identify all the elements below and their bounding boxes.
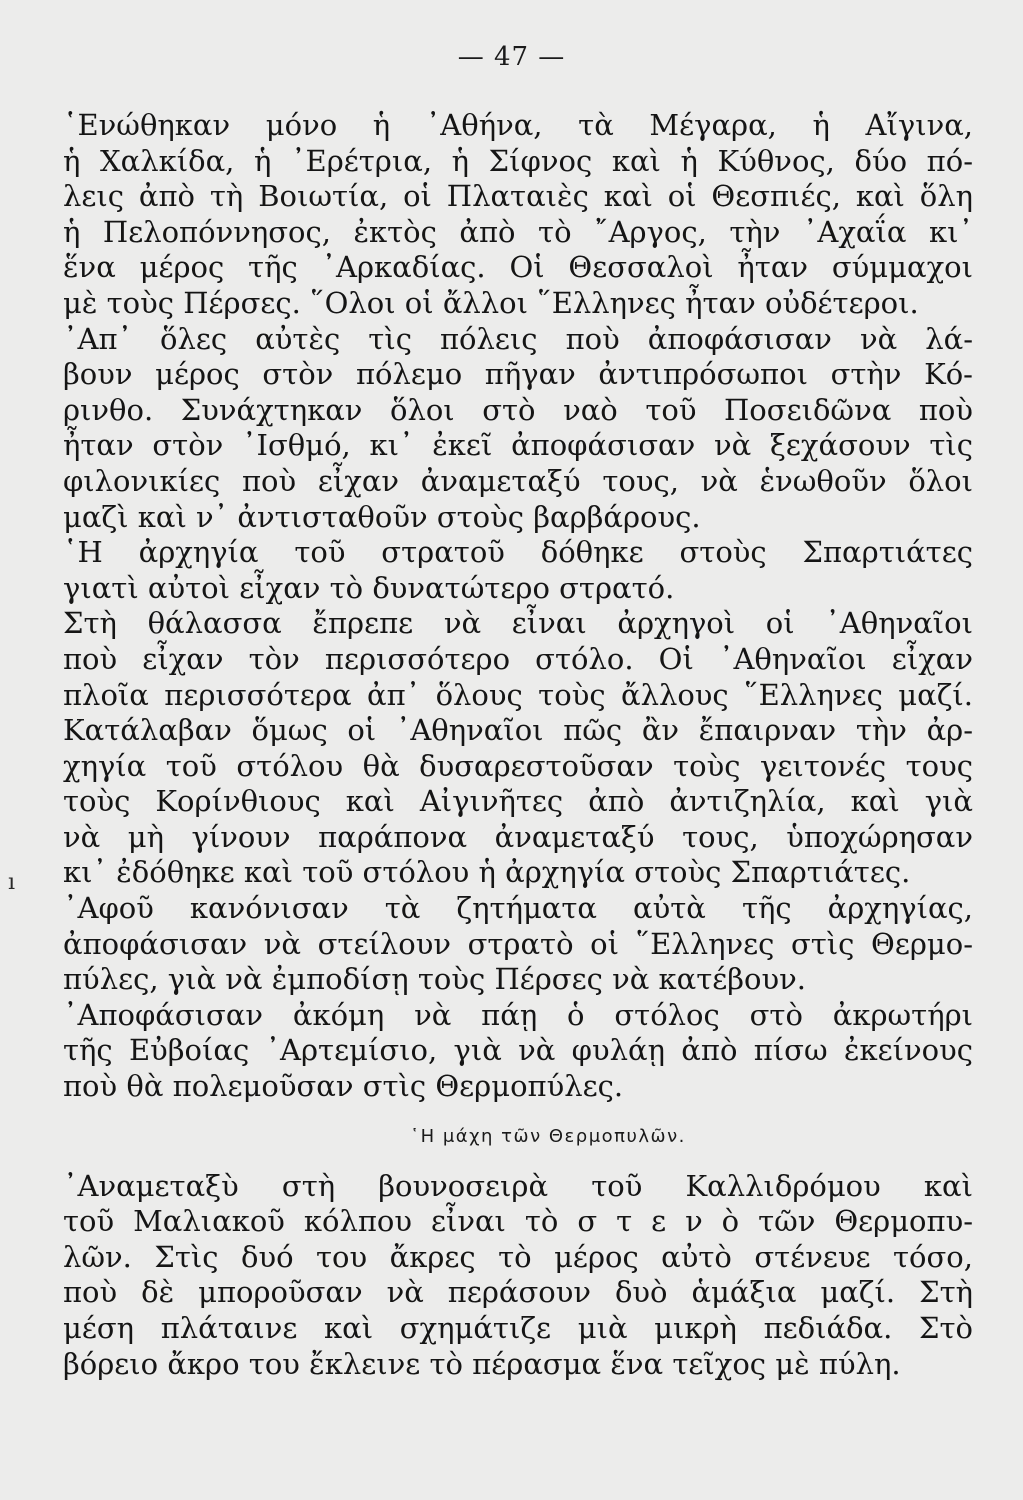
text-line: ᾿Αναμεταξὺ στὴ βουνοσειρὰ τοῦ Καλλιδρόμου καὶ: [63, 1168, 973, 1203]
text-line: ποὺ εἶχαν τὸν περισσότερο στόλο. Οἱ ᾿Αθηναῖοι εἶχαν: [63, 641, 973, 676]
text-line: λεις ἀπὸ τὴ Βοιωτία, οἱ Πλαταιὲς καὶ οἱ Θεσπιές, καὶ ὅλη: [63, 179, 973, 214]
text-line: ῾Η ἀρχηγία τοῦ στρατοῦ δόθηκε στοὺς Σπαρτιάτες: [63, 535, 973, 570]
margin-mark: ı: [8, 870, 16, 895]
text-line: μέση πλάταινε καὶ σχημάτιζε μιὰ μικρὴ πεδιάδα. Στὸ: [63, 1311, 973, 1345]
text-line: ἦταν στὸν ᾿Ισθμό, κι᾿ ἐκεῖ ἀποφάσισαν νὰ ξεχάσουν τὶς: [63, 428, 973, 463]
text-line: ποὺ δὲ μποροῦσαν νὰ περάσουν δυὸ ἁμάξια μαζί. Στὴ: [63, 1275, 973, 1310]
paragraph: [63, 606, 973, 891]
text-line: ἀποφάσισαν νὰ στείλουν στρατὸ οἱ ῞Ελληνες στὶς Θερμο-: [63, 926, 973, 961]
text-line: τῆς Εὐβοίας ᾿Αρτεμίσιο, γιὰ νὰ φυλάῃ ἀπὸ πίσω ἐκείνους: [63, 1033, 973, 1068]
text-line: κι᾿ ἐδόθηκε καὶ τοῦ στόλου ἡ ἀρχηγία στοὺς Σπαρτιάτες.: [63, 855, 911, 890]
text-line: ποὺ θὰ πολεμοῦσαν στὶς Θερμοπύλες.: [63, 1069, 624, 1104]
text-line: ἡ Χαλκίδα, ἡ ᾿Ερέτρια, ἡ Σίφνος καὶ ἡ Κύθνος, δύο πό-: [63, 143, 973, 178]
body-text: [63, 108, 973, 1382]
text-line: γιατὶ αὐτοὶ εἶχαν τὸ δυνατώτερο στρατό.: [63, 570, 675, 605]
text-line: ᾿Αποφάσισαν ἀκόμη νὰ πάῃ ὁ στόλος στὸ ἀκρωτήρι: [63, 997, 973, 1032]
text-line: ἡ Πελοπόννησος, ἐκτὸς ἀπὸ τὸ ῎Αργος, τὴν ᾿Αχαΐα κι᾿: [63, 214, 973, 249]
text-line: φιλονικίες ποὺ εἶχαν ἀναμεταξύ τους, νὰ ἑνωθοῦν ὅλοι: [63, 463, 973, 498]
text-line: ᾿Αφοῦ κανόνισαν τὰ ζητήματα αὐτὰ τῆς ἀρχηγίας,: [63, 891, 973, 926]
paragraph: [63, 1169, 973, 1383]
text-line: βουν μέρος στὸν πόλεμο πῆγαν ἀντιπρόσωποι στὴν Κό-: [63, 357, 973, 392]
text-line: ᾿Απ᾿ ὅλες αὐτὲς τὶς πόλεις ποὺ ἀποφάσισαν νὰ λά-: [63, 321, 973, 356]
text-line: τοὺς Κορίνθιους καὶ Αἰγινῆτες ἀπὸ ἀντιζηλία, καὶ γιὰ: [63, 784, 973, 819]
text-line: Στὴ θάλασσα ἔπρεπε νὰ εἶναι ἀρχηγοὶ οἱ ᾿Αθηναῖοι: [63, 606, 973, 641]
text-line: πλοῖα περισσότερα ἀπ᾿ ὅλους τοὺς ἄλλους ῞Ελληνες μαζί.: [63, 677, 973, 712]
text-line: μὲ τοὺς Πέρσες. ῞Ολοι οἱ ἄλλοι ῞Ελληνες ἦταν οὐδέτεροι.: [63, 285, 919, 320]
text-line: λῶν. Στὶς δυό του ἄκρες τὸ μέρος αὐτὸ στένευε τόσο,: [63, 1239, 973, 1274]
section-heading: ῾Η μάχη τῶν Θερμοπυλῶν.: [410, 1125, 686, 1147]
text-line: μαζὶ καὶ ν᾿ ἀντισταθοῦν στοὺς βαρβάρους.: [63, 499, 701, 534]
paragraph: [63, 891, 973, 998]
text-line: ρινθο. Συνάχτηκαν ὅλοι στὸ ναὸ τοῦ Ποσειδῶνα ποὺ: [63, 392, 973, 427]
text-line: ῾Ενώθηκαν μόνο ἡ ᾿Αθήνα, τὰ Μέγαρα, ἡ Αἴγινα,: [63, 108, 973, 142]
text-after-heading: [63, 1169, 973, 1383]
paragraph: [63, 998, 973, 1105]
text-line: πύλες, γιὰ νὰ ἐμποδίσῃ τοὺς Πέρσες νὰ κατέβουν.: [63, 962, 806, 997]
text-line: Κατάλαβαν ὅμως οἱ ᾿Αθηναῖοι πῶς ἂν ἔπαιρναν τὴν ἀρ-: [63, 713, 973, 748]
paragraph: [63, 322, 973, 536]
text-line: νὰ μὴ γίνουν παράπονα ἀναμεταξύ τους, ὑποχώρησαν: [63, 819, 973, 854]
text-line: ἕνα μέρος τῆς ᾿Αρκαδίας. Οἱ Θεσσαλοὶ ἦταν σύμμαχοι: [63, 250, 973, 285]
page-number: — 47 —: [457, 42, 566, 72]
text-line: βόρειο ἄκρο του ἔκλεινε τὸ πέρασμα ἕνα τεῖχος μὲ πύλη.: [63, 1346, 901, 1381]
text-before-heading: [63, 108, 973, 1105]
paragraph: [63, 535, 973, 606]
text-line: τοῦ Μαλιακοῦ κόλπου εἶναι τὸ σ τ ε ν ὸ τῶν Θερμοπυ-: [63, 1204, 973, 1239]
text-line: χηγία τοῦ στόλου θὰ δυσαρεστοῦσαν τοὺς γειτονές τους: [63, 748, 973, 783]
paragraph: [63, 108, 973, 322]
